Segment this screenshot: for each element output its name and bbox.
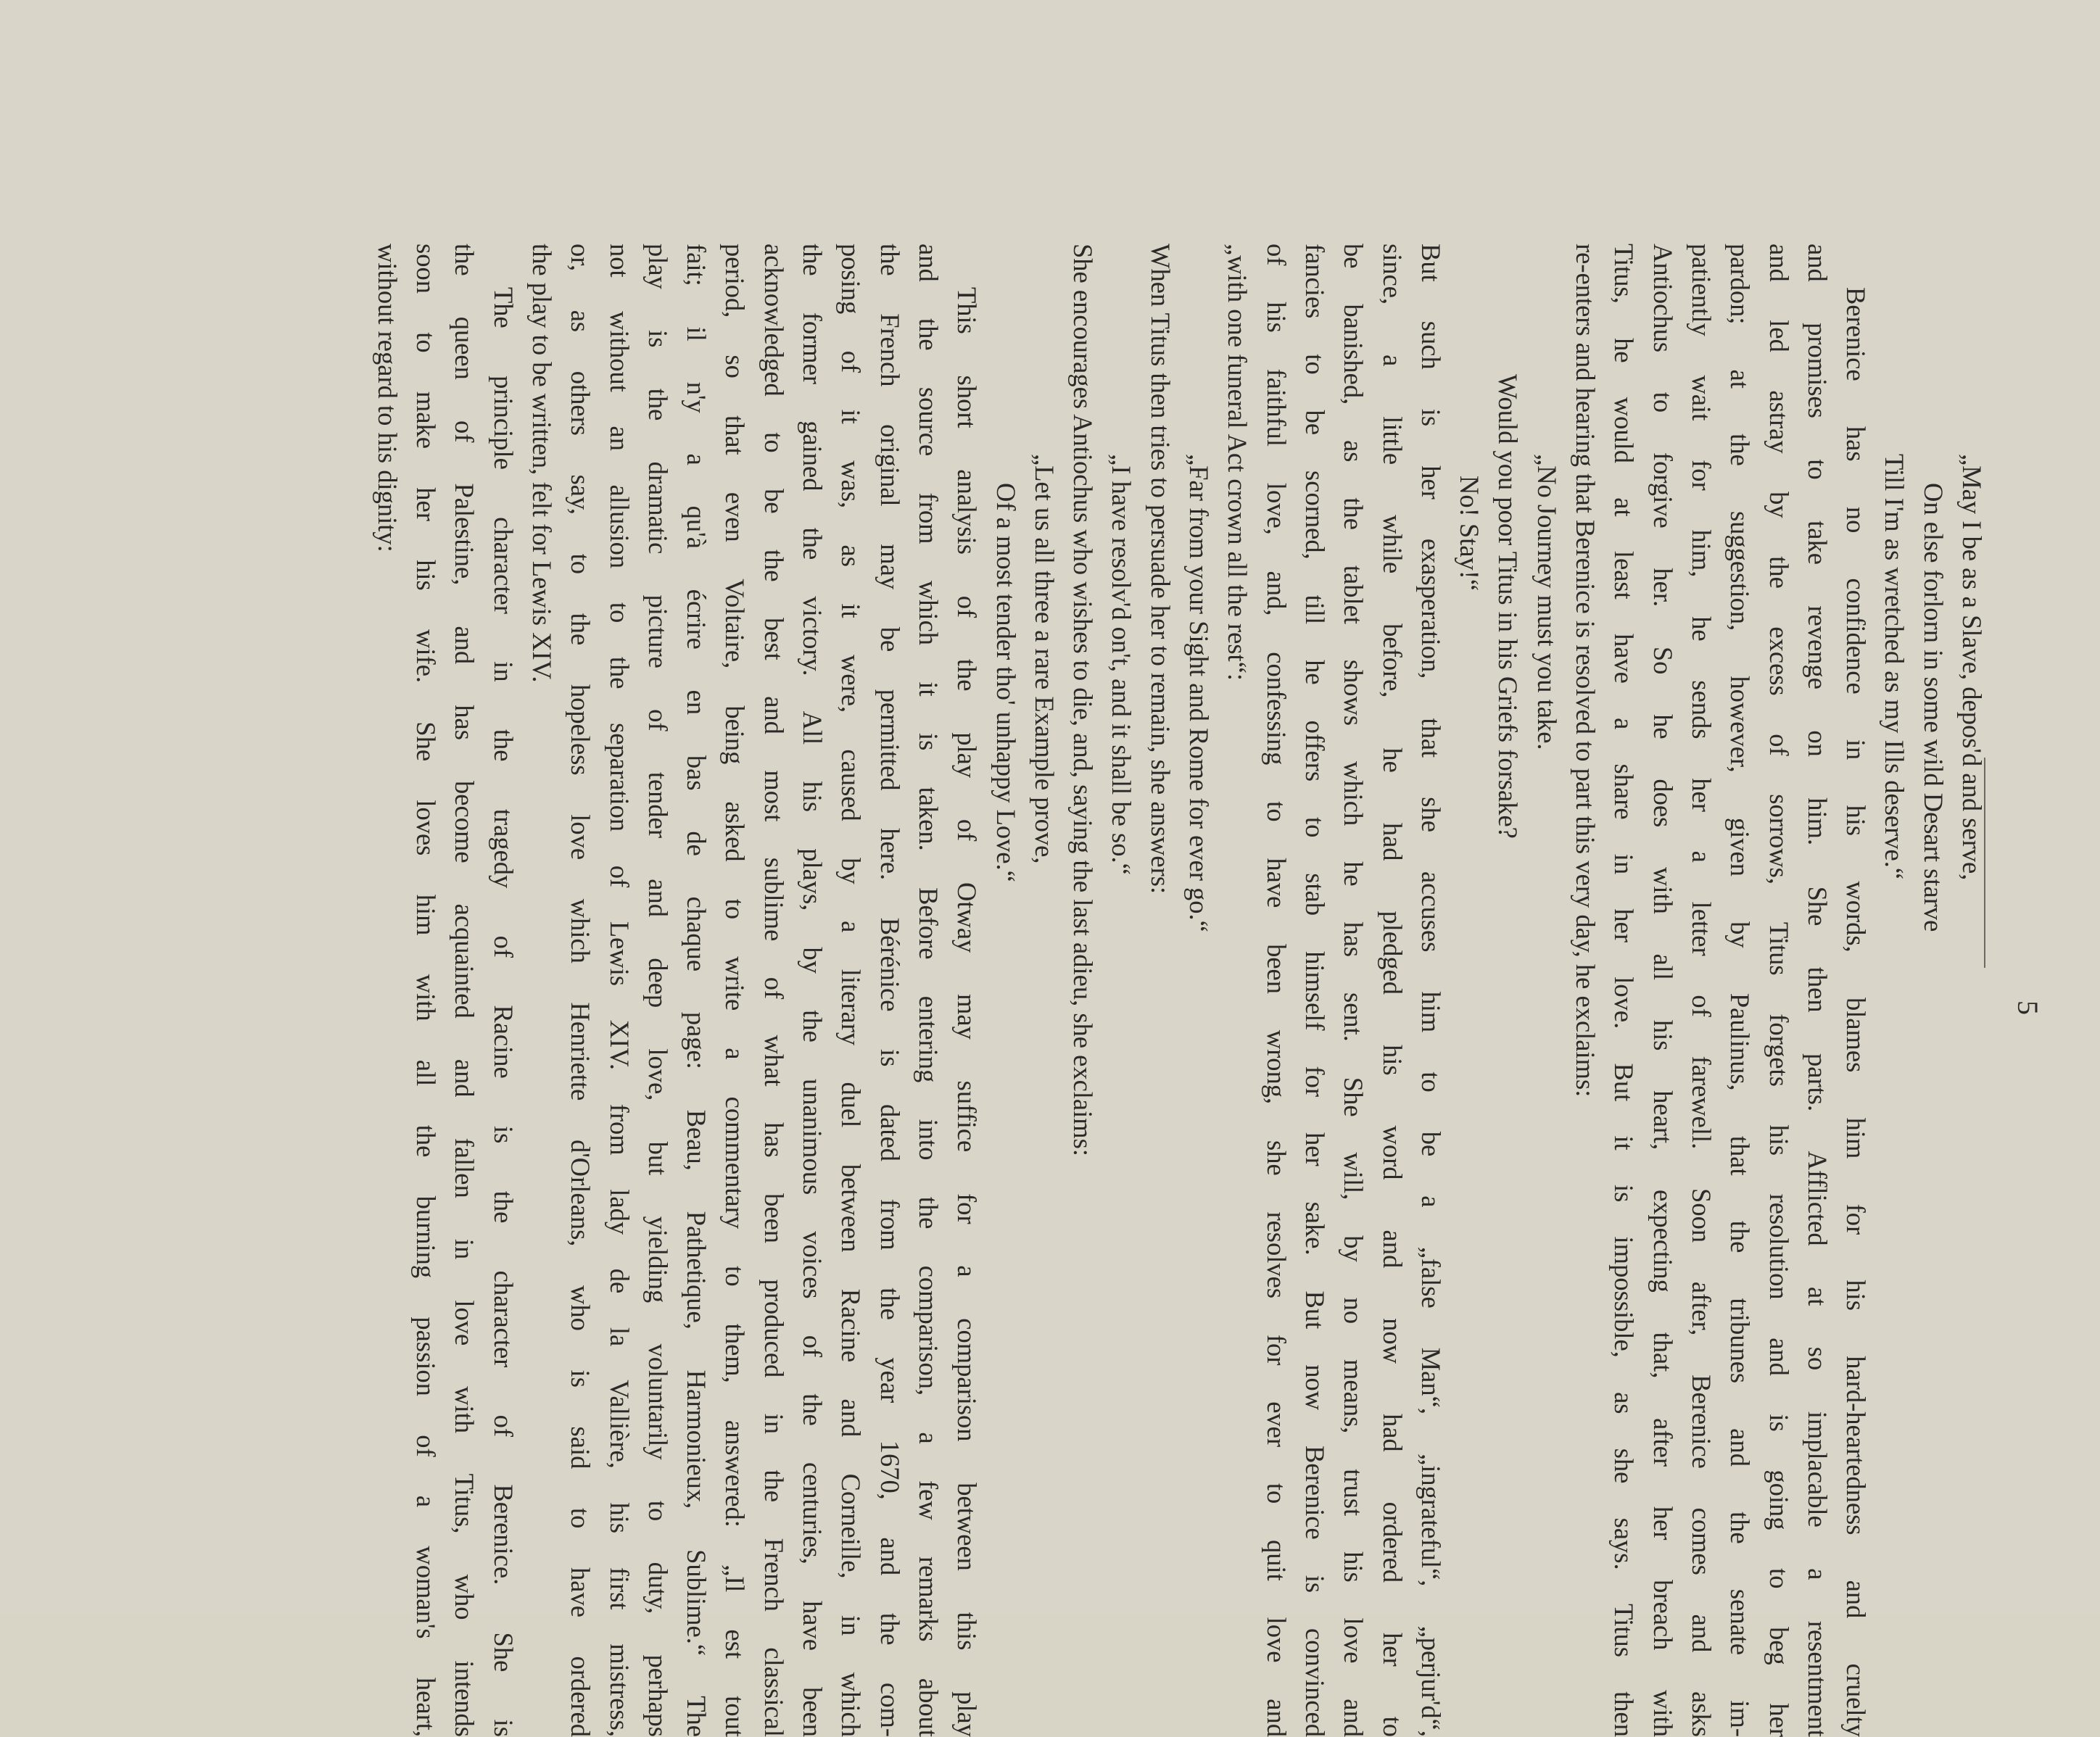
text-line: Berenice has no confidence in his words, blames him for his hard-heartedness and cruelty — [1841, 287, 1872, 1737]
text-line: „I have resolv'd on't, and it shall be so.“ — [1107, 454, 1137, 875]
text-line: play is the dramatic picture of tender and deep love, but yielding voluntarily to duty, perhaps — [642, 244, 673, 1737]
text-line: acknowledged to be the best and most sublime of what has been produced in the French classical — [758, 244, 789, 1737]
text-line: and the source from which it is taken. Before entering into the comparison, a few remarks about — [913, 244, 943, 1737]
text-line: the former gained the victory. All his plays, by the unanimous voices of the centuries, have been — [798, 244, 828, 1737]
text-line: fancies to be scorned, till he offers to stab himself for her sake. But now Berenice is convinced — [1299, 244, 1330, 1737]
text-line: or, as others say, to the hopeless love which Henriette d'Orleans, who is said to have ordered — [566, 244, 596, 1737]
text-line: without regard to his dignity: — [372, 244, 402, 552]
text-line: not without an allusion to the separation of Lewis XIV. from lady de la Vallière, his first mistress, — [604, 244, 634, 1737]
text-line: „Far from your Sight and Rome for ever go.“ — [1184, 454, 1215, 932]
text-line: On else forlorn in some wild Desart starve — [1918, 483, 1948, 932]
text-line: „Let us all three a rare Example prove, — [1029, 454, 1059, 864]
text-line: patiently wait for him, he sends her a letter of farewell. Soon after, Berenice comes and asks — [1686, 244, 1716, 1737]
text-line: and led astray by the excess of sorrows, Titus forgets his resolution and is going to beg her — [1764, 244, 1794, 1737]
text-line: the French original may be permitted here. Bérénice is dated from the year 1670, and the com- — [875, 244, 905, 1737]
text-line: Titus, he would at least have a share in her love. But it is impossible, as she says. Titus then — [1609, 244, 1640, 1737]
page-number: 5 — [2012, 1000, 2044, 1015]
text-line: pardon; at the suggestion, however, given by Paulinus, that the tribunes and the senate im- — [1725, 244, 1756, 1737]
text-line: re-enters and hearing that Berenice is resolved to part this very day, he exclaims: — [1571, 244, 1601, 1098]
text-line: Of a most tender tho' unhappy Love.“ — [991, 483, 1021, 882]
body-text — [368, 244, 1991, 1737]
text-line: No! Stay!“ — [1455, 476, 1485, 592]
text-line: posing of it was, as it were, caused by a literary duel between Racine and Corneille, in which — [836, 244, 867, 1737]
text-line: When Titus then tries to persuade her to remain, she answers: — [1145, 244, 1175, 895]
text-line: soon to make her his wife. She loves him with all the burning passion of a woman's heart, — [411, 244, 442, 1737]
text-line: of his faithful love, and, confessing to have been wrong, she resolves for ever to quit love and — [1261, 244, 1291, 1737]
text-line: Would you poor Titus in his Griefs forsake? — [1493, 374, 1524, 839]
text-line: She encourages Antiochus who wishes to die, and, saying the last adieu, she exclaims: — [1068, 244, 1099, 1156]
text-line: period, so that even Voltaire, being asked to write a commentary to them, answered: „Il est tout — [720, 244, 751, 1737]
text-line: But such is her exasperation, that she accuses him to be a „false Man“, „ingrateful“, „perjur'd“, — [1415, 244, 1446, 1737]
text-line: The principle character in the tragedy of Racine is the character of Berenice. She is — [488, 287, 518, 1737]
text-line: This short analysis of the play of Otway may suffice for a comparison between this play — [952, 287, 983, 1737]
text-line: since, a little while before, he had pledged his word and now had ordered her to — [1377, 244, 1407, 1737]
text-line: the play to be written, felt for Lewis XIV. — [527, 244, 558, 683]
text-line: the queen of Palestine, and has become acquainted and fallen in love with Titus, who intends — [450, 244, 480, 1737]
text-line: „May I be as a Slave, depos'd and serve, — [1957, 454, 1987, 881]
text-line: and promises to take revenge on him. She then parts. Afflicted at so implacable a resentment — [1802, 244, 1832, 1737]
text-line: Till I'm as wretched as my Ills deserve.“ — [1880, 454, 1910, 880]
text-line: „No Journey must you take. — [1531, 454, 1562, 750]
text-line: Antiochus to forgive her. So he does with all his heart, expecting that, after her breach with — [1648, 244, 1678, 1737]
text-line: be banished, as the tablet shows which he has sent. She will, by no means, trust his love and — [1339, 244, 1369, 1737]
text-line: „with one funeral Act crown all the rest“: — [1223, 244, 1253, 681]
text-line: fait; il n'y a qu'à écrire en bas de chaque page: Beau, Pathetique, Harmonieux, Sublime.“ The — [682, 244, 712, 1737]
